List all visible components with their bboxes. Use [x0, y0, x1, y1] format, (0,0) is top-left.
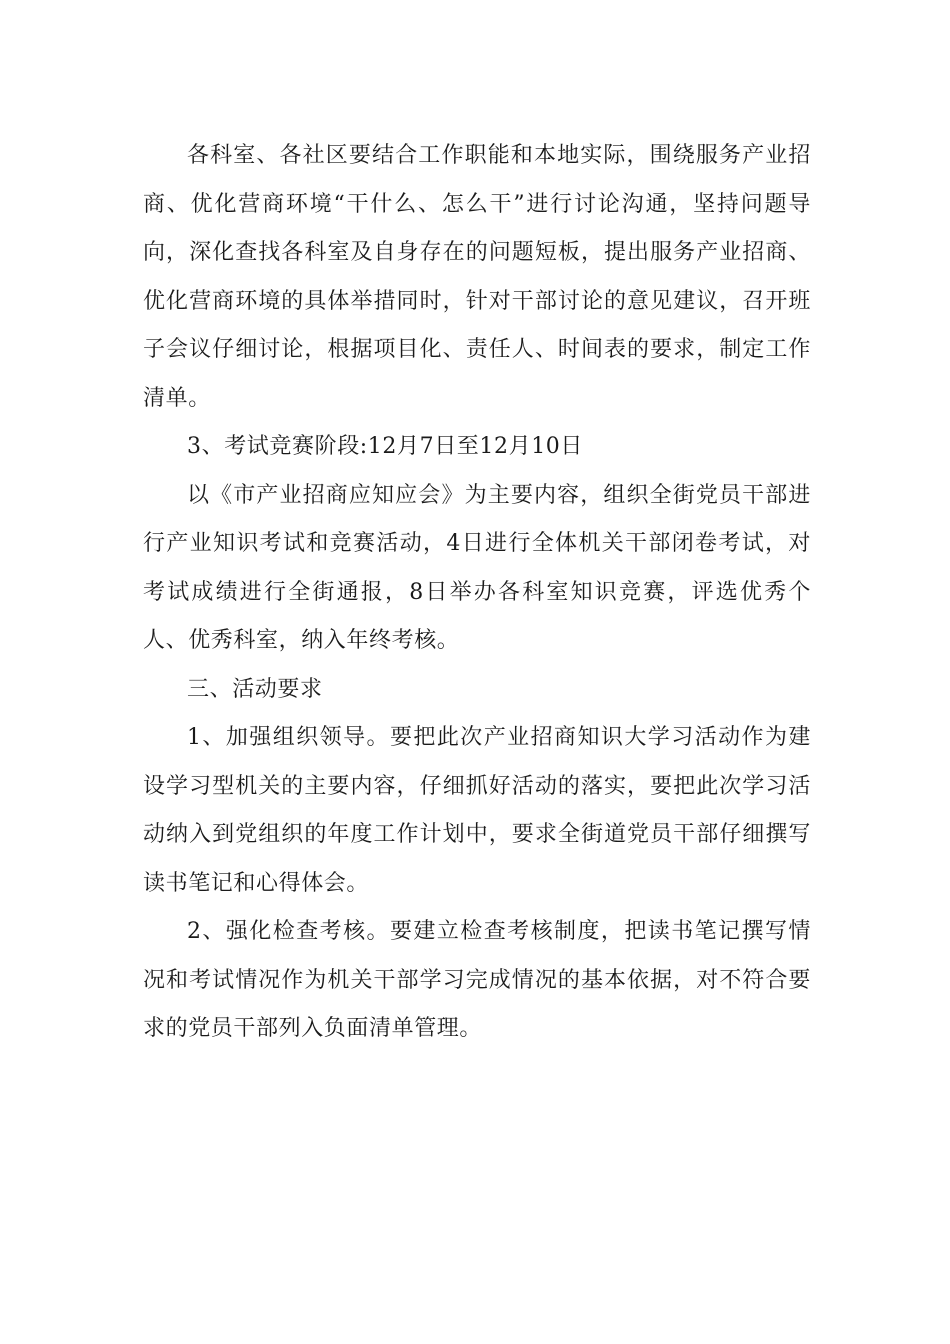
paragraph-strengthen-inspection: 2、强化检查考核。要建立检查考核制度，把读书笔记撰写情况和考试情况作为机关干部学习完成情况的基本依据，对不符合要求的党员干部列入负面清单管理。	[143, 919, 811, 1041]
paragraph-work-list: 各科室、各社区要结合工作职能和本地实际，围绕服务产业招商、优化营商环境“干什么、怎么干”进行讨论沟通，坚持问题导向，深化查找各科室及自身存在的问题短板，提出服务产业招商、优化营商环境的具体举措同时，针对干部讨论的意见建议，召开班子会议仔细讨论，根据项目化、责任人、时间表的要求，制定工作清单。	[143, 143, 811, 411]
heading-activity-requirements: 三、活动要求	[187, 676, 323, 702]
document-body	[143, 132, 811, 1054]
heading-exam-stage: 3、考试竞赛阶段:12月7日至12月10日	[187, 434, 583, 459]
paragraph-strengthen-leadership: 1、加强组织领导。要把此次产业招商知识大学习活动作为建设学习型机关的主要内容，仔细抓好活动的落实，要把此次学习活动纳入到党组织的年度工作计划中，要求全街道党员干部仔细撰写读书笔记和心得体会。	[143, 725, 811, 896]
paragraph-exam-content: 以《市产业招商应知应会》为主要内容，组织全街党员干部进行产业知识考试和竞赛活动，4日进行全体机关干部闭卷考试，对考试成绩进行全街通报，8日举办各科室知识竞赛，评选优秀个人、优秀科室，纳入年终考核。	[143, 482, 811, 653]
